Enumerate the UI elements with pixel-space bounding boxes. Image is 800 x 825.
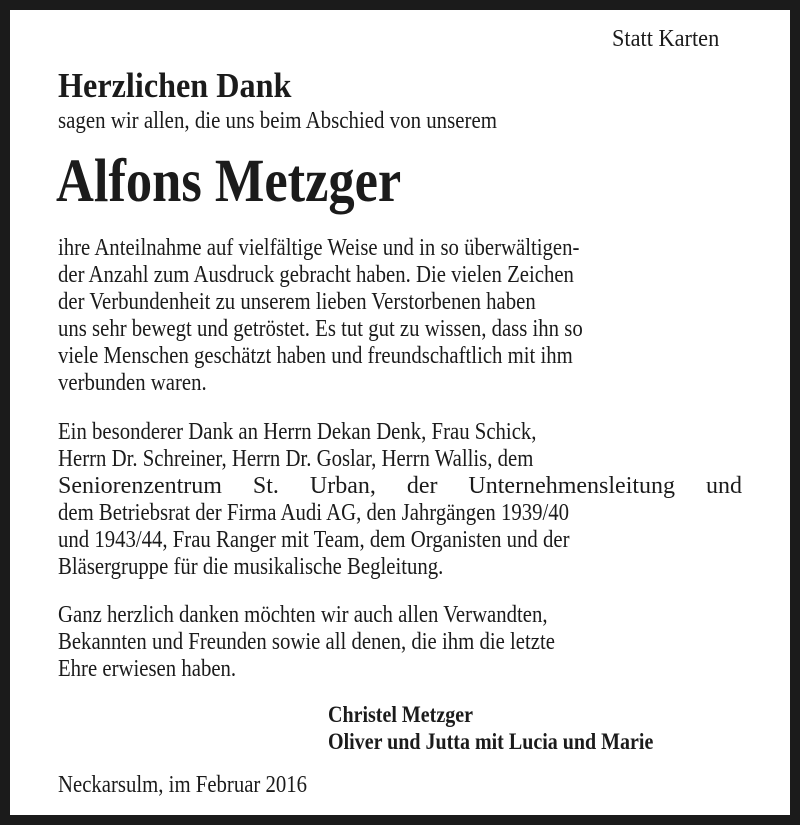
text-line: ihre Anteilnahme auf vielfältige Weise und in so überwältigen- [58, 235, 580, 261]
text-line: dem Betriebsrat der Firma Audi AG, den Jahrgängen 1939/40 [58, 500, 570, 526]
text-line: Herrn Dr. Schreiner, Herrn Dr. Goslar, Herrn Wallis, dem [58, 446, 534, 472]
text-line: Seniorenzentrum St. Urban, der Unternehmensleitung und [58, 473, 742, 499]
text-line: verbunden waren. [58, 370, 207, 396]
text-line: viele Menschen geschätzt haben und freundschaftlich mit ihm [58, 343, 573, 369]
heading: Herzlichen Dank [58, 66, 292, 105]
deceased-name: Alfons Metzger [56, 148, 402, 215]
intro-text: sagen wir allen, die uns beim Abschied von unserem [58, 108, 497, 134]
text-line: der Anzahl zum Ausdruck gebracht haben. Die vielen Zeichen [58, 262, 574, 288]
text-line: der Verbundenheit zu unserem lieben Verstorbenen haben [58, 289, 536, 315]
signature-line: Oliver und Jutta mit Lucia und Marie [328, 729, 654, 754]
text-line: Ein besonderer Dank an Herrn Dekan Denk, Frau Schick, [58, 419, 537, 445]
obituary-notice [10, 10, 790, 815]
text-line: Bekannten und Freunden sowie all denen, die ihm die letzte [58, 629, 555, 655]
text-line: und 1943/44, Frau Ranger mit Team, dem Organisten und der [58, 527, 570, 553]
text-line: Bläsergruppe für die musikalische Begleitung. [58, 554, 444, 580]
header-note: Statt Karten [612, 26, 720, 52]
text-line: Ehre erwiesen haben. [58, 656, 237, 682]
place-date: Neckarsulm, im Februar 2016 [58, 772, 308, 798]
text-line: uns sehr bewegt und getröstet. Es tut gut zu wissen, dass ihn so [58, 316, 583, 342]
signature-line: Christel Metzger [328, 702, 474, 727]
text-line: Ganz herzlich danken möchten wir auch allen Verwandten, [58, 602, 548, 628]
